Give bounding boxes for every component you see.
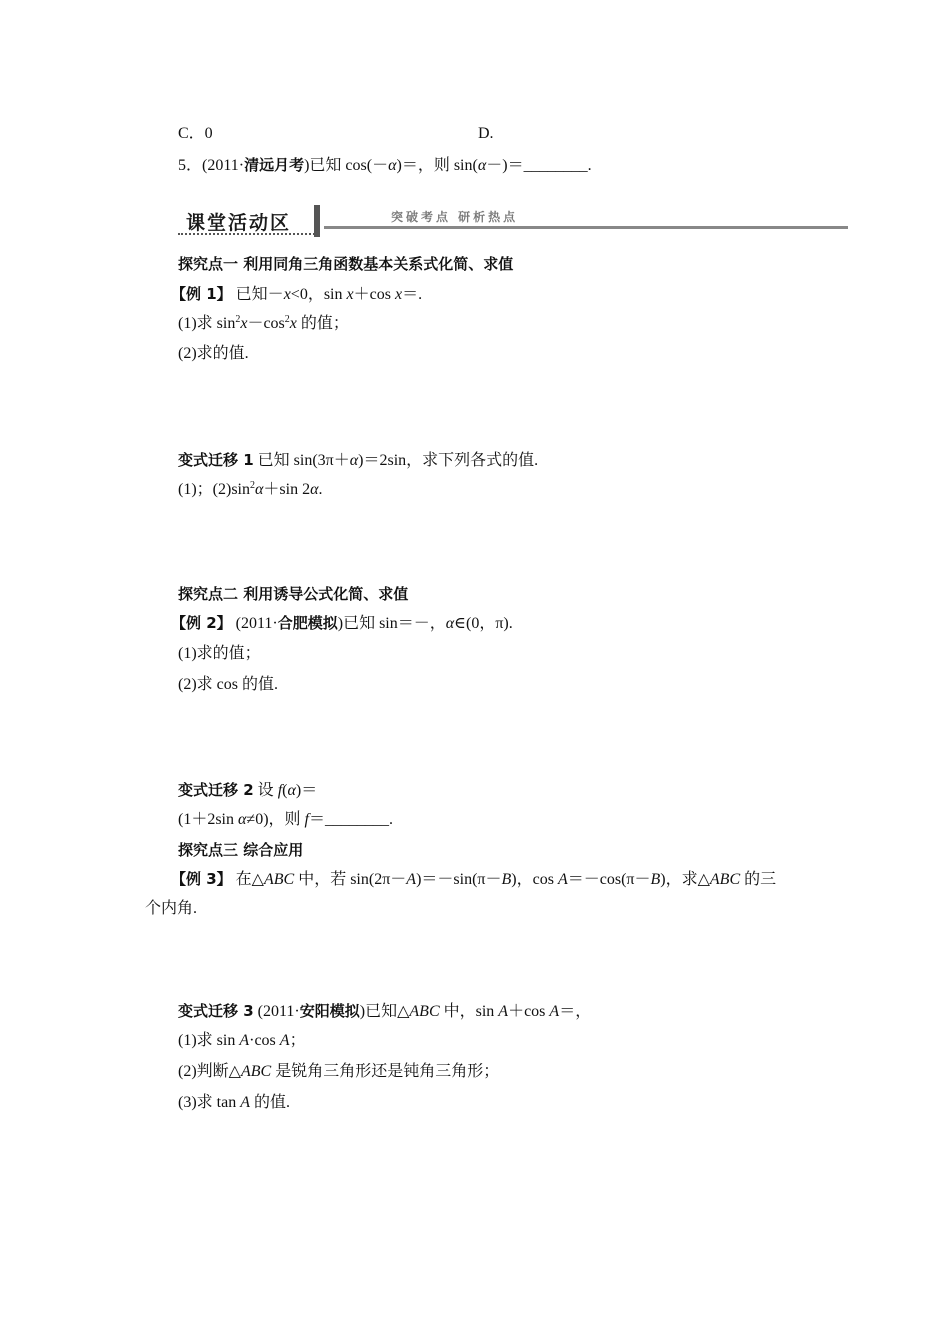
var3-p3-b: 的值.: [250, 1094, 291, 1111]
var3-A2: A: [549, 1003, 560, 1020]
var2-text-b: (: [282, 782, 288, 799]
ex2-text-b: )已知 sin＝－，: [337, 615, 446, 632]
section-3-heading: 探究点三 综合应用: [178, 841, 304, 859]
ex3-a: 在△: [231, 871, 264, 888]
var3-p1-A2: A: [279, 1032, 290, 1049]
ex1-x2: x: [346, 286, 354, 303]
ex1-p1-x2: x: [289, 315, 297, 332]
option-c: C．0: [178, 125, 213, 142]
variation-3-label: 变式迁移 3: [178, 1002, 254, 1020]
ex1-p1-c: 的值；: [296, 315, 349, 332]
example-1-line: [171, 284, 422, 305]
example-1-part-1: [178, 314, 349, 334]
var2-f: f: [277, 782, 283, 799]
section-banner: [178, 203, 848, 239]
var2-alpha: α: [287, 782, 296, 799]
ex3-d: )，cos: [511, 871, 558, 888]
var2-l2-alpha: α: [238, 811, 247, 828]
var2-text-c: )＝: [295, 782, 318, 799]
ex1-x3: x: [394, 286, 403, 303]
var3-p1-a: (1)求 sin: [178, 1032, 240, 1049]
var1-l2-b: ＋sin 2: [263, 481, 311, 498]
q5-text-c: －)＝________.: [486, 157, 592, 174]
var1-l2-alpha2: α: [310, 481, 319, 498]
ex2-text-a: (2011·: [231, 615, 278, 632]
ex3-abc2: ABC: [709, 871, 741, 888]
q5-text-b: )＝，则 sin(: [396, 157, 478, 174]
var3-abc: ABC: [409, 1003, 440, 1020]
example-2-tag: 【例 2】: [171, 614, 232, 632]
ex1-text-a: 已知－: [231, 286, 284, 303]
ex1-p1-a: (1)求 sin: [178, 315, 236, 332]
var1-alpha: α: [349, 452, 359, 469]
var2-text-a: 设: [253, 782, 278, 799]
example-1-part-2: (2)求的值.: [178, 345, 249, 362]
example-2-line: [171, 613, 513, 634]
ex1-p1-sup1: 2: [235, 314, 241, 325]
ex1-text-c: ＋cos: [353, 286, 395, 303]
var3-p3-A: A: [240, 1094, 250, 1111]
banner-title: 课堂活动区: [186, 212, 292, 234]
var1-text-b: )＝2sin，求下列各式的值.: [358, 452, 539, 469]
ex1-p1-sup2: 2: [284, 314, 290, 325]
banner-divider-bar: [314, 205, 320, 237]
var3-d: ＋cos: [508, 1003, 550, 1020]
section-1-heading: 探究点一 利用同角三角函数基本关系式化简、求值: [178, 255, 514, 273]
variation-1-parts: [178, 480, 323, 500]
banner-subtitle: 突破考点 研析热点: [391, 210, 519, 224]
ex3-b: 中，若 sin(2π－: [294, 871, 407, 888]
example-1-tag: 【例 1】: [171, 285, 232, 303]
var3-A1: A: [498, 1003, 509, 1020]
ex3-c: )＝－sin(π－: [416, 871, 502, 888]
variation-2-label: 变式迁移 2: [178, 781, 254, 799]
example-3-line: [171, 869, 776, 890]
ex3-B1: B: [501, 871, 512, 888]
example-2-part-2: (2)求 cos 的值.: [178, 676, 278, 693]
var3-e: ＝，: [559, 1003, 592, 1020]
var3-p1-b: ·cos: [249, 1032, 280, 1049]
ex3-e: ＝－cos(π－: [567, 871, 651, 888]
ex2-alpha: α: [445, 615, 455, 632]
ex3-abc1: ABC: [263, 871, 295, 888]
variation-3-line: [178, 1001, 591, 1022]
option-d: D.: [478, 125, 494, 142]
var2-l2-b: ≠0)，则: [246, 811, 305, 828]
var3-p1-A1: A: [239, 1032, 250, 1049]
variation-1-label: 变式迁移 1: [178, 451, 254, 469]
var1-l2-c: .: [318, 481, 323, 498]
variation-2-condition: [178, 810, 393, 830]
example-3-tag: 【例 3】: [171, 870, 232, 888]
q5-source: 清远月考: [244, 156, 305, 174]
ex1-x1: x: [283, 286, 291, 303]
q5-text-a: )已知 cos(－: [304, 157, 389, 174]
q5-prefix: 5．(2011·: [178, 157, 245, 174]
var1-l2-sup: 2: [250, 480, 255, 491]
var1-l2-a: (1)；(2)sin: [178, 481, 250, 498]
variation-3-part-1: [178, 1031, 306, 1051]
var3-p2-b: 是锐角三角形还是钝角三角形；: [271, 1063, 500, 1080]
ex2-text-c: ∈(0，π).: [454, 615, 513, 632]
var3-source: 安阳模拟: [299, 1002, 360, 1020]
ex1-p1-b: －cos: [247, 315, 285, 332]
ex3-B2: B: [650, 871, 661, 888]
var2-l2-a: (1＋2sin: [178, 811, 239, 828]
q5-alpha: α: [388, 157, 397, 174]
q5-alpha-2: α: [477, 157, 487, 174]
ex2-source: 合肥模拟: [277, 614, 338, 632]
var1-l2-alpha: α: [255, 481, 264, 498]
ex3-g: 的三: [740, 871, 777, 888]
var3-p1-c: ；: [289, 1032, 306, 1049]
variation-2-line: [178, 780, 317, 801]
var2-l2-f: f: [304, 811, 309, 828]
var3-p2-abc: ABC: [240, 1063, 272, 1080]
variation-1-line: [178, 450, 538, 471]
example-3-continuation: 个内角.: [145, 900, 198, 917]
variation-3-part-3: [178, 1093, 290, 1113]
ex1-text-b: <0，sin: [290, 286, 347, 303]
ex1-p1-x: x: [240, 315, 248, 332]
variation-3-part-2: [178, 1062, 499, 1082]
question-5: [178, 155, 592, 176]
var3-c: 中，sin: [439, 1003, 499, 1020]
section-2-heading: 探究点二 利用诱导公式化简、求值: [178, 585, 409, 603]
var3-b: )已知△: [359, 1003, 410, 1020]
ex3-f: )，求△: [660, 871, 710, 888]
banner-rule: [324, 226, 848, 229]
ex3-A2: A: [557, 871, 568, 888]
var2-l2-c: ＝________.: [309, 811, 394, 828]
ex3-A1: A: [406, 871, 417, 888]
example-2-part-1: (1)求的值；: [178, 645, 261, 662]
var3-a: (2011·: [253, 1003, 300, 1020]
var3-p3-a: (3)求 tan: [178, 1094, 241, 1111]
ex1-text-d: ＝.: [402, 286, 423, 303]
var1-text-a: 已知 sin(3π＋: [253, 452, 350, 469]
var3-p2-a: (2)判断△: [178, 1063, 241, 1080]
